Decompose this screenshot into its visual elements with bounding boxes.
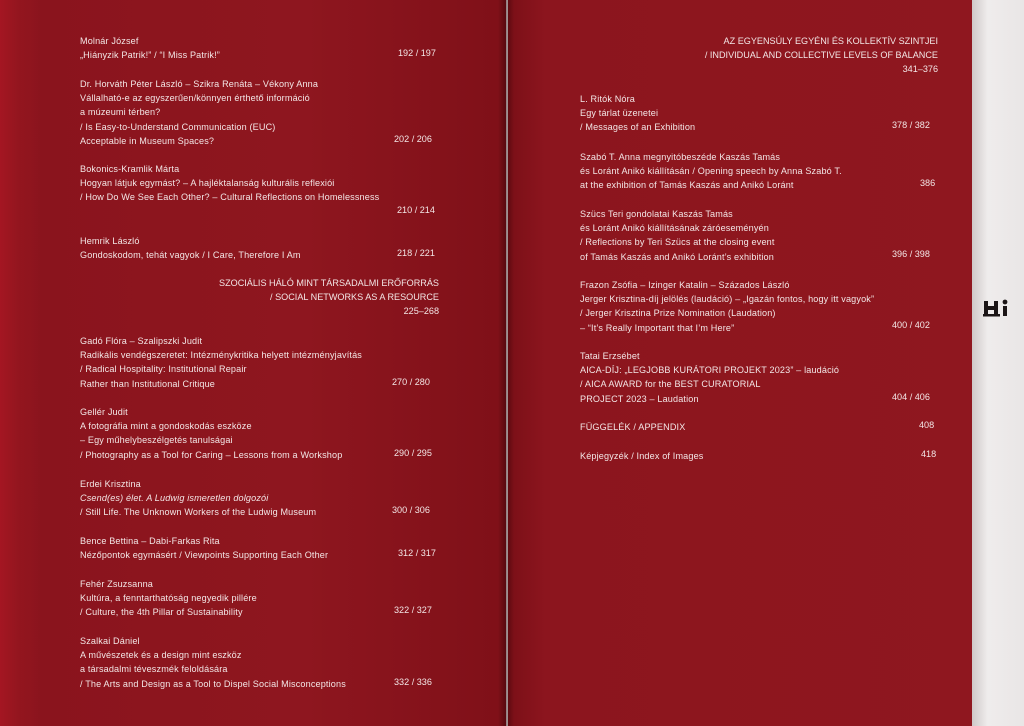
entry-title-en: Rather than Institutional Critique <box>80 378 216 389</box>
entry-author: Hemrik László <box>80 236 140 246</box>
section-pages: 341–376 <box>902 64 938 75</box>
entry-pages: 210 / 214 <box>397 205 435 215</box>
entry-title: és Loránt Anikó kiállításának záróeseményén <box>580 223 769 234</box>
toc-entry[interactable] <box>80 234 301 262</box>
toc-entry[interactable] <box>580 92 695 135</box>
entry-pages: 418 <box>921 449 937 459</box>
entry-title-en: / Reflections by Teri Szücs at the closing event <box>580 237 775 248</box>
entry-title: FÜGGELÉK / APPENDIX <box>580 422 686 432</box>
toc-entry[interactable] <box>580 207 775 264</box>
entry-title: A művészetek és a design mint eszköz <box>80 650 242 661</box>
entry-author: Erdei Krisztina <box>80 479 141 489</box>
entry-title: Nézőpontok egymásért / Viewpoints Supporting Each Other <box>80 550 329 561</box>
entry-title-en: / Jerger Krisztina Prize Nomination (Laudation) <box>580 308 776 319</box>
entry-pages: 322 / 327 <box>394 605 432 615</box>
toc-entry[interactable] <box>580 449 704 463</box>
entry-pages: 202 / 206 <box>394 134 432 144</box>
entry-title-en: / AICA AWARD for the BEST CURATORIAL <box>580 379 761 390</box>
entry-author: Molnár József <box>80 36 139 46</box>
entry-pages: 400 / 402 <box>892 320 930 330</box>
entry-pages: 300 / 306 <box>392 505 430 515</box>
toc-entry[interactable] <box>80 34 220 62</box>
entry-title: Képjegyzék / Index of Images <box>580 451 704 461</box>
entry-title-en: at the exhibition of Tamás Kaszás and Anikó Loránt <box>580 180 794 191</box>
entry-title-en: / Radical Hospitality: Institutional Repair <box>80 364 247 375</box>
toc-entry[interactable] <box>580 150 842 193</box>
entry-title: Csend(es) élet. A Ludwig ismeretlen dolgozói <box>80 493 269 504</box>
entry-pages: 404 / 406 <box>892 392 930 402</box>
section-pages: 225–268 <box>403 306 439 317</box>
toc-entry[interactable] <box>80 334 362 391</box>
entry-title-en: Acceptable in Museum Spaces? <box>80 135 215 146</box>
entry-title-en: / Still Life. The Unknown Workers of the Ludwig Museum <box>80 507 317 518</box>
toc-entry[interactable] <box>80 77 318 148</box>
section-title-hu: AZ EGYENSÚLY EGYÉNI ÉS KOLLEKTÍV SZINTJEI <box>723 36 938 46</box>
entry-title-en: PROJECT 2023 – Laudation <box>580 393 699 404</box>
entry-title-en: / Messages of an Exhibition <box>580 122 696 133</box>
section-title-hu: SZOCIÁLIS HÁLÓ MINT TÁRSADALMI ERŐFORRÁS <box>219 278 439 288</box>
entry-title: Jerger Krisztina-díj jelölés (laudáció) – „Igazán fontos, hogy itt vagyok” <box>580 294 875 305</box>
entry-title: Szabó T. Anna megnyitóbeszéde Kaszás Tamás <box>580 152 781 162</box>
entry-title: AICA-DÍJ: „LEGJOBB KURÁTORI PROJEKT 2023” – laudáció <box>580 365 840 376</box>
entry-title-en: / Photography as a Tool for Caring – Lessons from a Workshop <box>80 449 343 460</box>
entry-pages: 408 <box>919 420 935 430</box>
entry-title: Hogyan látjuk egymást? – A hajléktalanság kulturális reflexiói <box>80 178 335 189</box>
entry-author: Fehér Zsuzsanna <box>80 579 154 589</box>
section-title-en: / SOCIAL NETWORKS AS A RESOURCE <box>270 292 439 303</box>
entry-pages: 312 / 317 <box>398 548 436 558</box>
entry-pages: 378 / 382 <box>892 120 930 130</box>
toc-entry[interactable] <box>580 420 685 434</box>
entry-pages: 386 <box>920 178 936 188</box>
toc-entry[interactable] <box>80 162 379 205</box>
hi-logo-icon <box>983 298 1011 318</box>
toc-entry[interactable] <box>80 577 257 620</box>
right-paper-strip <box>972 0 1024 726</box>
entry-author: Dr. Horváth Péter László – Szikra Renáta – Vékony Anna <box>80 79 319 89</box>
entry-author: Gadó Flóra – Szalipszki Judit <box>80 336 203 346</box>
entry-title: Radikális vendégszeretet: Intézménykritika helyett intézményjavítás <box>80 350 362 361</box>
entry-author: Bokonics-Kramlik Márta <box>80 164 180 174</box>
entry-pages: 270 / 280 <box>392 377 430 387</box>
entry-title: A fotográfia mint a gondoskodás eszköze <box>80 421 252 432</box>
entry-author: Tatai Erzsébet <box>580 351 640 361</box>
entry-title: Kultúra, a fenntarthatóság negyedik pillére <box>80 593 257 604</box>
entry-title-en: / Culture, the 4th Pillar of Sustainability <box>80 607 243 618</box>
entry-title: Gondoskodom, tehát vagyok / I Care, Therefore I Am <box>80 250 301 261</box>
entry-title: Egy tárlat üzenetei <box>580 108 659 119</box>
entry-author: Frazon Zsófia – Izinger Katalin – Százados László <box>580 280 790 290</box>
entry-title: Szücs Teri gondolatai Kaszás Tamás <box>580 209 733 219</box>
entry-title: Vállalható-e az egyszerűen/könnyen érthető információ <box>80 93 310 104</box>
entry-title: a múzeumi térben? <box>80 107 161 118</box>
entry-title-en: – “It’s Really Important that I’m Here” <box>580 322 735 333</box>
entry-title: „Hiányzik Patrik!” / “I Miss Patrik!” <box>80 50 220 61</box>
toc-entry[interactable] <box>80 477 316 520</box>
book-gutter <box>498 0 514 726</box>
entry-pages: 192 / 197 <box>398 48 436 58</box>
toc-entry[interactable] <box>580 278 874 335</box>
entry-author: Gellér Judit <box>80 407 128 417</box>
entry-author: L. Ritók Nóra <box>580 94 636 104</box>
toc-entry[interactable] <box>580 349 839 406</box>
entry-title-en: of Tamás Kaszás and Anikó Loránt’s exhibition <box>580 251 774 262</box>
entry-author: Bence Bettina – Dabi-Farkas Rita <box>80 536 220 546</box>
entry-title-en: / Is Easy-to-Understand Communication (EUC) <box>80 121 276 132</box>
entry-author: Szalkai Dániel <box>80 636 140 646</box>
toc-entry[interactable] <box>80 534 328 562</box>
entry-pages: 332 / 336 <box>394 677 432 687</box>
entry-pages: 290 / 295 <box>394 448 432 458</box>
entry-title: a társadalmi téveszmék feloldására <box>80 664 228 675</box>
toc-entry[interactable] <box>80 405 342 462</box>
section-heading[interactable] <box>150 276 439 319</box>
section-title-en: / INDIVIDUAL AND COLLECTIVE LEVELS OF BALANCE <box>704 50 938 61</box>
entry-pages: 396 / 398 <box>892 249 930 259</box>
entry-pages: 218 / 221 <box>397 248 435 258</box>
entry-title: – Egy műhelybeszélgetés tanulságai <box>80 435 233 446</box>
toc-entry[interactable] <box>80 634 346 691</box>
entry-title-en: / How Do We See Each Other? – Cultural Reflections on Homelessness <box>80 192 380 203</box>
entry-title: és Loránt Anikó kiállításán / Opening speech by Anna Szabó T. <box>580 166 842 177</box>
entry-title-en: / The Arts and Design as a Tool to Dispel Social Misconceptions <box>80 678 346 689</box>
left-page-edge <box>0 0 40 726</box>
section-heading[interactable] <box>660 34 938 77</box>
